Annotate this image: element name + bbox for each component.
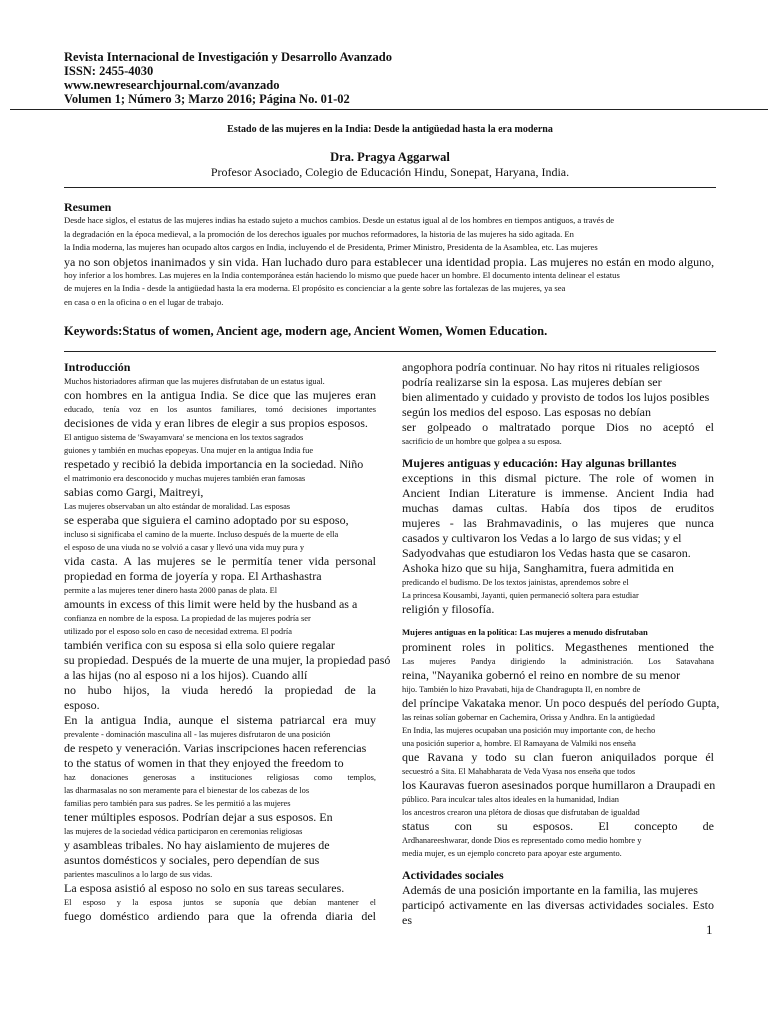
text-line: las reinas solían gobernar en Cachemira, Orissa y Andhra. En la antigüedad — [402, 713, 655, 722]
text-line: que Ravana y todo su clan fueron aniquilados porque él — [402, 750, 714, 764]
text-line: Además de una posición importante en la familia, las mujeres — [402, 883, 698, 897]
education-body — [402, 471, 714, 617]
text-line: una posición superior a, hombre. El Ramayana de Valmiki nos enseña — [402, 739, 636, 748]
text-line: los Kauravas fueron asesinados porque humillaron a Draupadi en — [402, 778, 716, 792]
text-line: su propiedad. Después de la muerte de una mujer, la propiedad pasó — [64, 653, 391, 667]
author-affiliation: Profesor Asociado, Colegio de Educación Hindu, Sonepat, Haryana, India. — [210, 165, 570, 179]
text-line: parientes masculinos a lo largo de sus vidas. — [64, 870, 213, 879]
introduction-body — [64, 375, 391, 924]
text-line: Desde hace siglos, el estatus de las mujeres indias ha estado sujeto a muchos cambios. Desde un estatus igual al de los hombres en tiempos antiguos, a través de — [64, 215, 615, 225]
text-line: el matrimonio era desconocido y muchas mujeres también eran famosas — [64, 474, 306, 483]
text-line: utilizado por el esposo solo en caso de necesidad extrema. El podría — [64, 627, 292, 636]
left-column — [64, 360, 391, 924]
journal-header — [64, 50, 704, 106]
abstract-heading: Resumen — [64, 200, 112, 214]
section-heading-education: Mujeres antiguas y educación: Hay algunas brillantes — [402, 456, 677, 470]
text-line: El antiguo sistema de 'Swayamvara' se menciona en los textos sagrados — [64, 433, 304, 442]
page-number: 1 — [706, 922, 713, 937]
text-line: amounts in excess of this limit were held by the husband as a — [64, 597, 358, 611]
text-line: confianza en nombre de la esposa. La propiedad de las mujeres podría ser — [64, 614, 311, 623]
text-line: prevalente - dominación masculina all - las mujeres disfrutaron de una posición — [64, 730, 331, 739]
text-line: religión y filosofía. — [402, 602, 495, 616]
text-line: los ancestros crearon una plétora de diosas que disfrutaban de igualdad — [402, 808, 640, 817]
author-divider — [64, 187, 716, 188]
section-heading-social: Actividades sociales — [402, 868, 504, 882]
continued-paragraph — [402, 360, 714, 448]
text-line: predicando el budismo. De los textos jainistas, aprendemos sobre el — [402, 578, 629, 587]
text-line: haz donaciones generosas a instituciones religiosas como templos, — [64, 773, 376, 782]
text-line: participó activamente en las diversas actividades sociales. Esto es — [402, 898, 714, 927]
journal-issn: ISSN: 2455-4030 — [64, 64, 154, 78]
header-divider — [10, 109, 768, 110]
text-line: de mujeres en la India - desde la antigüedad hasta la era moderna. El propósito es concienciar a la gente sobre las fortalezas de las mujeres, ya sea — [64, 283, 566, 293]
text-line: prominent roles in politics. Megasthenes mentioned the — [402, 640, 714, 654]
journal-website: www.newresearchjournal.com/avanzado — [64, 78, 280, 92]
text-line: hoy inferior a los hombres. Las mujeres en la India contemporánea están haciendo lo mismo que puede hacer un hombre. El documento intenta delinear el estatus — [64, 269, 620, 280]
text-line: secuestró a Sita. El Mahabharata de Veda Vyasa nos enseña que todos — [402, 767, 636, 776]
section-heading-introduction: Introducción — [64, 360, 131, 374]
journal-name: Revista Internacional de Investigación y Desarrollo Avanzado — [64, 50, 393, 64]
social-body — [402, 883, 714, 927]
journal-volume: Volumen 1; Número 3; Marzo 2016; Página No. 01-02 — [64, 92, 350, 106]
text-line: sabias como Gargi, Maitreyi, — [64, 485, 204, 499]
text-line: muchas damas cultas. Había dos tipos de eruditos — [402, 501, 714, 515]
text-line: reina, "Nayanika gobernó el reino en nombre de su menor — [402, 668, 681, 682]
text-line: propiedad en forma de joyería y ropa. El Arthashastra — [64, 569, 322, 583]
text-line: exceptions in this dismal picture. The role of women in — [402, 471, 714, 485]
text-line: En India, las mujeres ocupaban una posición muy importante con, de hecho — [402, 726, 656, 735]
text-line: educado, tenía voz en los asuntos familiares, tomó decisiones importantes — [64, 405, 376, 414]
text-line: El esposo y la esposa juntos se suponía que debían mantener el — [64, 898, 376, 907]
keywords: Keywords:Status of women, Ancient age, modern age, Ancient Women, Women Education. — [64, 324, 548, 338]
section-heading-politics: Mujeres antiguas en la política: Las mujeres a menudo disfrutaban — [402, 627, 648, 637]
text-line: Las mujeres observaban un alto estándar de moralidad. Las esposas — [64, 502, 291, 511]
text-line: permite a las mujeres tener dinero hasta 2000 panas de plata. El — [64, 586, 278, 595]
text-line: media mujer, es un ejemplo concreto para apoyar este argumento. — [402, 849, 622, 858]
text-line: to the status of women in that they enjoyed the freedom to — [64, 756, 344, 770]
text-line: en casa o en la oficina o en el lugar de trabajo. — [64, 296, 224, 307]
text-line: con hombres en la antigua India. Se dice que las mujeres eran — [64, 388, 376, 402]
text-line: la India moderna, las mujeres han ocupado altos cargos en India, incluyendo el de Presidenta, Primer Ministro, Presidenta de la Asamblea, etc. Las mujeres — [64, 242, 598, 252]
text-line: ya no son objetos inanimados y sin vida. Han luchado duro para establecer una identidad propia. Las mujeres no están en modo alguno, — [64, 254, 715, 269]
text-line: casados y cultivaron los Vedas a lo largo de sus vidas; y el — [402, 531, 682, 545]
keywords-divider — [64, 351, 716, 352]
text-line: Muchos historiadores afirman que las mujeres disfrutaban de un estatus igual. — [64, 377, 325, 386]
text-line: también verifica con su esposa si ella solo quiere regalar — [64, 638, 335, 652]
text-line: Ashoka hizo que su hija, Sanghamitra, fuera admitida en — [402, 561, 674, 575]
text-line: hijo. También lo hizo Pravabati, hija de Chandragupta II, en nombre de — [402, 685, 641, 694]
abstract-body — [64, 214, 716, 309]
text-line: y asambleas tribales. No hay aislamiento de mujeres de — [64, 838, 330, 852]
text-line: En la antigua India, aunque el sistema patriarcal era muy — [64, 713, 376, 727]
text-line: a las hijas (no al esposo ni a los hijos). Cuando allí — [64, 668, 308, 682]
text-line: respetado y recibió la debida importancia en la sociedad. Niño — [64, 457, 364, 471]
text-line: la degradación en la época medieval, a la promoción de los derechos iguales por muchos reformadores, la historia de las mujeres ha sido agitada. En — [64, 228, 574, 239]
text-line: no hubo hijos, la viuda heredó la propiedad de la — [64, 683, 376, 697]
text-line: Ardhanareeshwarar, donde Dios es representado como medio hombre y — [402, 836, 642, 845]
text-line: guiones y también en muchas epopeyas. Una mujer en la antigua India fue — [64, 446, 314, 455]
text-line: de respeto y veneración. Varias inscripciones hacen referencias — [64, 741, 367, 755]
text-line: se esperaba que siguiera el camino adoptado por su esposo, — [64, 513, 349, 527]
text-line: asuntos domésticos y sociales, pero dependían de sus — [64, 853, 320, 867]
text-line: fuego doméstico ardiendo para que la ofrenda diaria del — [64, 909, 376, 923]
text-line: Sadyodvahas que estudiaron los Vedas hasta que se casaron. — [402, 546, 691, 560]
text-line: ser golpeado o maltratado porque Dios no aceptó el — [402, 420, 714, 434]
text-line: Ancient Indian Literature is immense. Ancient India had — [402, 486, 714, 500]
author-name: Dra. Pragya Aggarwal — [330, 150, 450, 164]
text-line: decisiones de vida y eran libres de elegir a sus propios esposos. — [64, 416, 368, 430]
text-line: esposo. — [64, 698, 100, 712]
text-line: del príncipe Vakataka menor. Un poco después del período Gupta, — [402, 696, 720, 710]
text-line: las dharmasalas no son meramente para el bienestar de los cabezas de los — [64, 786, 310, 795]
text-line: sacrificio de un hombre que golpea a su esposa. — [402, 437, 562, 446]
right-column — [402, 360, 720, 927]
text-line: público. Para inculcar tales altos ideales en la humanidad, Indian — [402, 795, 619, 804]
text-line: status con su esposos. El concepto de — [402, 819, 714, 833]
text-line: el esposo de una viuda no se volvió a casar y llevó una vida muy pura y — [64, 543, 305, 552]
text-line: incluso si significaba el camino de la muerte. Incluso después de la muerte de ella — [64, 530, 339, 539]
text-line: bien alimentado y cuidado y provisto de todos los lujos posibles — [402, 390, 710, 404]
politics-body — [402, 640, 720, 860]
abstract-section — [64, 200, 716, 309]
text-line: La princesa Kousambi, Jayanti, quien permaneció soltera para estudiar — [402, 591, 639, 600]
text-line: las mujeres de la sociedad védica participaron en ceremonias religiosas — [64, 827, 303, 836]
text-line: vida casta. A las mujeres se le permitía tener vida personal — [64, 554, 376, 568]
text-line: mujeres - las Brahmavadinis, o las mujeres que nunca — [402, 516, 714, 530]
text-line: La esposa asistió al esposo no solo en sus tareas seculares. — [64, 881, 345, 895]
text-line: familias pero también para sus padres. Se les permitió a las mujeres — [64, 799, 291, 808]
text-line: Las mujeres Pandya dirigiendo la administración. Los Satavahana — [402, 657, 714, 666]
text-line: podría realizarse sin la esposa. Las mujeres debían ser — [402, 375, 662, 389]
text-line: angophora podría continuar. No hay ritos ni rituales religiosos — [402, 360, 700, 374]
article-title: Estado de las mujeres en la India: Desde la antigüedad hasta la era moderna — [227, 124, 553, 135]
text-line: tener múltiples esposos. Podrían dejar a sus esposos. En — [64, 810, 333, 824]
text-line: según los medios del esposo. Las esposas no debían — [402, 405, 651, 419]
